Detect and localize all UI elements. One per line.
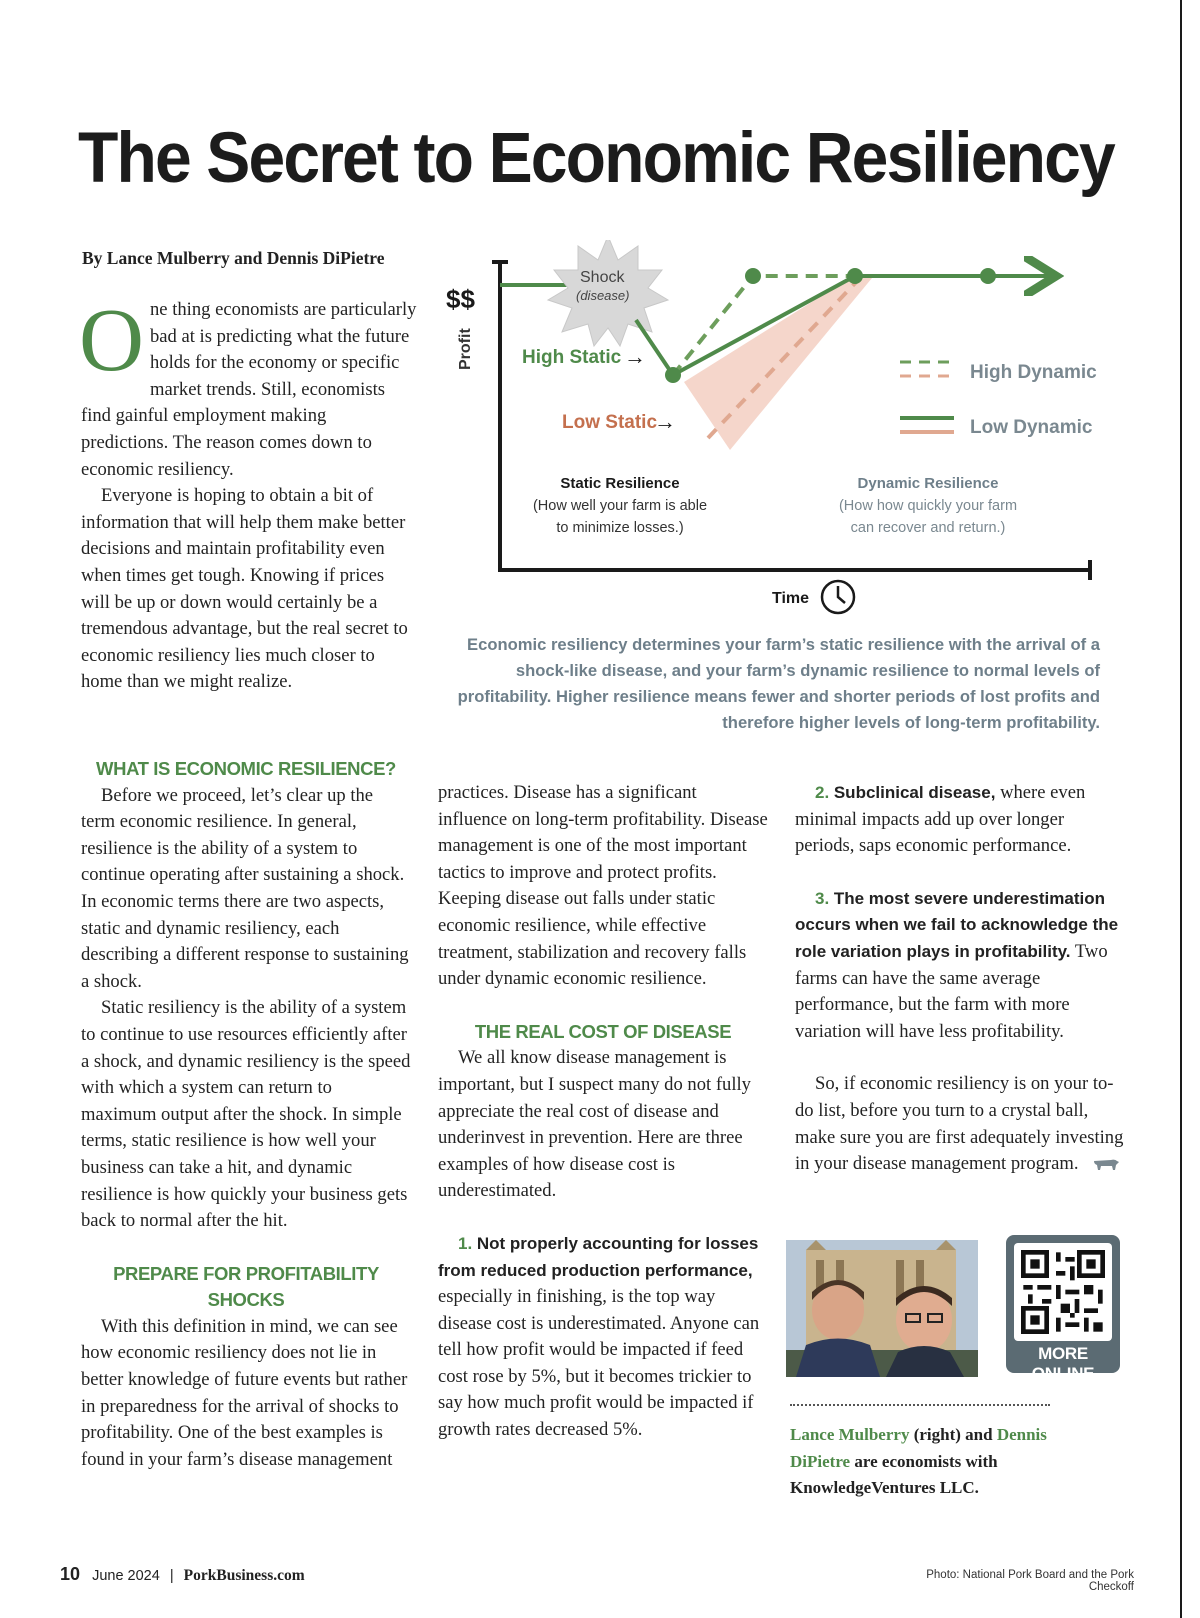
drop-cap: O (79, 291, 144, 390)
section1-paragraph-2: Static resiliency is the ability of a system to continue to use resources efficiently after a shock, and dynamic resiliency is the speed with which a system can return to maximum output after the shock. In simple terms, static resilience is how well your business can take a hit, and dynamic resilience is how quickly your business gets back to normal after the hit. (81, 997, 411, 1232)
author-photo (786, 1240, 978, 1377)
legend-high-dynamic: High Dynamic (970, 362, 1097, 383)
example-2-bold: Subclinical disease, (833, 783, 996, 802)
loss-area (684, 278, 872, 450)
page-footer (60, 1564, 305, 1585)
example-3-text: Two farms can have the same average performance, but the farm with more variation will have less profitability. (795, 940, 1108, 1042)
bio-divider (790, 1404, 1050, 1406)
photo-credit: Photo: National Pork Board and the Pork Checkoff (926, 1569, 1134, 1593)
y-axis-label: Profit (457, 328, 474, 370)
qr-code-panel[interactable] (1006, 1235, 1120, 1383)
static-resilience-desc-2: to minimize losses.) (556, 520, 684, 536)
low-static-label: Low Static (562, 412, 658, 433)
issue-date: June 2024 (92, 1568, 160, 1584)
resilience-chart (440, 240, 1140, 620)
example-3-bold: The most severe underestimation occurs when we fail to acknowledge the role variation plays in profitability. (795, 888, 1119, 961)
example-1-bold: Not properly accounting for losses from reduced production performance, (438, 1233, 759, 1280)
website-link[interactable]: PorkBusiness.com (183, 1567, 305, 1584)
marker-recovered (980, 268, 996, 284)
author-bio (790, 1422, 1090, 1502)
static-resilience-desc-1: (How well your farm is able (532, 498, 708, 514)
pig-end-icon (1091, 1156, 1121, 1174)
example-2 (795, 780, 1125, 860)
static-resilience-title: Static Resilience (560, 475, 680, 492)
heading-prepare-shocks: PREPARE FOR PROFITABILITY SHOCKS (113, 1262, 379, 1311)
example-3-number: 3. (815, 888, 830, 908)
section2-paragraph-1: With this definition in mind, we can see how economic resiliency does not lie in better knowledge of future events but rather in preparedness for the arrival of shocks to profitability. One of the best examples is found in your farm’s disease management (81, 1315, 408, 1470)
article-title: The Secret to Economic Resiliency (78, 119, 1114, 198)
shock-label: Shock (580, 269, 625, 286)
example-3 (795, 886, 1125, 1046)
page-edge-rule (1180, 0, 1182, 1618)
column-1 (81, 756, 411, 1473)
heading-real-cost: THE REAL COST OF DISEASE (474, 1020, 732, 1042)
shock-sublabel: (disease) (576, 288, 630, 303)
high-static-label: High Static (522, 347, 622, 368)
chart-caption: Economic resiliency determines your farm’s static resilience with the arrival of a shock-like disease, and your farm’s dynamic resilience to normal levels of profitability. Higher resilience means fewer and shorter periods of lost profits and therefore higher levels of long-term profitability. (457, 635, 1100, 732)
example-1-number: 1. (458, 1233, 473, 1253)
section2-paragraph-continued: practices. Disease has a significant influence on long-term profitability. Disease management is one of the most important tactics to improve and protect profits. Keeping disease out falls under static economic resilience, while effective treatment, stabilization and recovery falls under dynamic economic resilience. (438, 782, 768, 990)
intro-paragraph-2: Everyone is hoping to obtain a bit of information that will help them make better decisions and maintain profitability even when times get tough. Knowing if prices will be up or down would certainly be a tremendous advantage, but the real secret to economic resiliency lies much closer to home than we might realize. (81, 485, 408, 693)
qr-code-icon (1014, 1243, 1112, 1341)
dynamic-resilience-desc-2: can recover and return.) (850, 520, 1006, 536)
dynamic-resilience-desc-1: (How how quickly your farm (838, 498, 1018, 514)
legend (900, 362, 1097, 438)
low-static-arrow: → (654, 409, 676, 434)
intro-text-1: ne thing economists are particularly bad at is predicting what the future holds for the economy or specific market trends. Still, economists find gainful employment making predictions. The reason comes down to economic resiliency. (81, 299, 417, 480)
example-2-number: 2. (815, 783, 830, 802)
more-online-label[interactable]: MORE ONLINE (1031, 1344, 1095, 1383)
heading-what-is-resilience: WHAT IS ECONOMIC RESILIENCE? (96, 758, 396, 779)
closing-text: So, if economic resiliency is on your to-do list, before you turn to a crystal ball, make sure you are first adequately investing in your disease management program. (795, 1073, 1124, 1175)
author-bio-text: are economists with KnowledgeVentures LLC. (790, 1451, 998, 1497)
x-axis-label: Time (772, 590, 810, 607)
y-axis-symbol: $$ (446, 284, 475, 314)
closing-paragraph (795, 1071, 1125, 1177)
intro-column (79, 291, 417, 696)
section1-paragraph-1: Before we proceed, let’s clear up the term economic resilience. In general, resilience is the ability of a system to continue operating after sustaining a shock. In economic terms there are two aspects, static and dynamic resiliency, each describing a different response to sustaining a shock. (81, 784, 409, 992)
column-2 (438, 780, 768, 1444)
intro-paragraph-1 (79, 291, 417, 483)
footer-separator: | (169, 1568, 174, 1584)
marker-trough (665, 367, 681, 383)
example-2-text: where even minimal impacts add up over longer periods, saps economic performance. (795, 782, 1086, 857)
legend-low-dynamic: Low Dynamic (970, 417, 1093, 438)
column-3 (795, 780, 1125, 1178)
high-static-arrow: → (624, 344, 646, 369)
marker-high-dynamic (745, 268, 761, 284)
byline: By Lance Mulberry and Dennis DiPietre (82, 248, 385, 268)
example-1-text: especially in finishing, is the top way disease cost is underestimated. Anyone can tell how profit would be impacted if feed cost rose by 5%, but it becomes trickier to say how much profit would be impacted if growth rates decreased 5%. (438, 1286, 760, 1441)
author-name-1: Lance Mulberry (790, 1425, 910, 1444)
marker-low-dynamic (847, 268, 863, 284)
dynamic-resilience-title: Dynamic Resilience (857, 475, 999, 492)
author-name-2: Dennis DiPietre (790, 1425, 1047, 1471)
author-role-1: (right) and (909, 1425, 993, 1444)
section3-paragraph-1: We all know disease management is important, but I suspect many do not fully appreciate the real cost of disease and underinvest in prevention. Here are three examples of how disease cost is underestimated. (438, 1047, 751, 1202)
clock-icon (822, 581, 854, 613)
qr-code[interactable] (1014, 1243, 1112, 1341)
example-1 (438, 1231, 768, 1444)
page-number: 10 (60, 1564, 81, 1584)
